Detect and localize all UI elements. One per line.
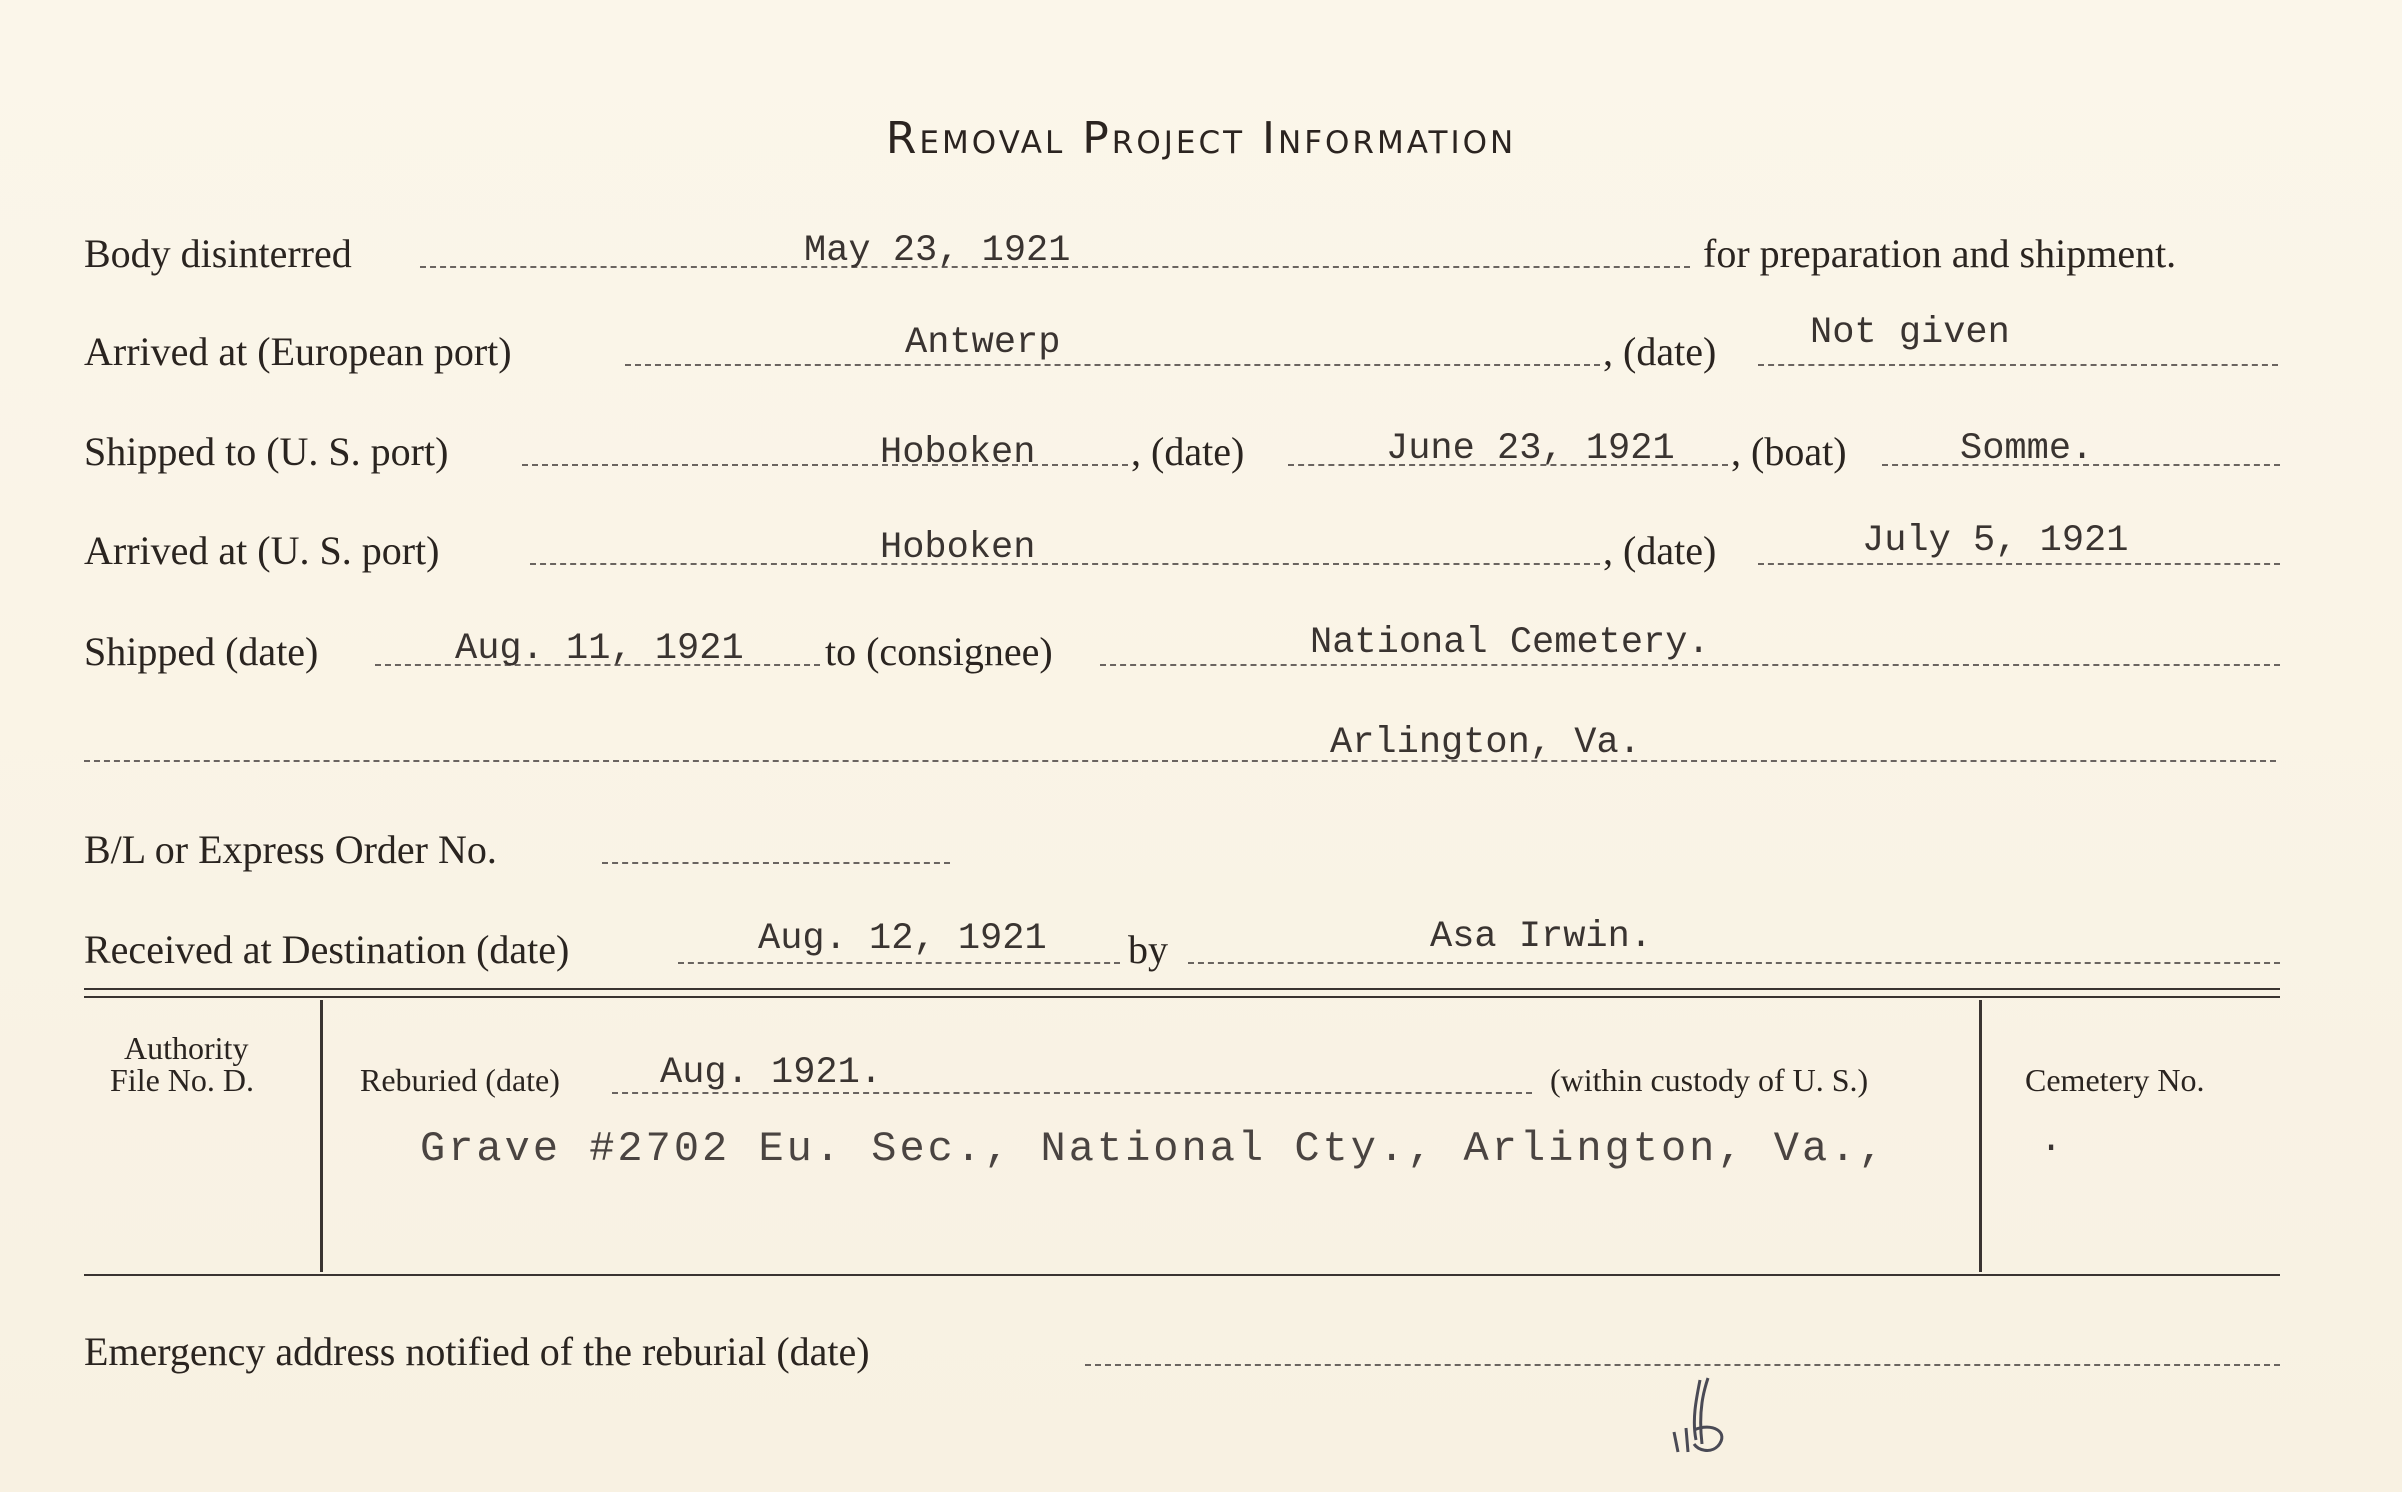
bl-line (602, 862, 950, 864)
shipped-us-boat-value: Somme. (1960, 428, 2094, 470)
shipped-us-line (522, 464, 1128, 466)
consignee-line-2 (84, 760, 2276, 762)
grave-value: Grave #2702 Eu. Sec., National Cty., Arlington, Va., (420, 1125, 1887, 1173)
received-by-label: by (1128, 927, 1168, 972)
cemetery-label: Cemetery No. (2025, 1062, 2205, 1098)
shipped-us-label: Shipped to (U. S. port) (84, 429, 449, 474)
shipped-date-value: Aug. 11, 1921 (455, 628, 744, 670)
consignee-line (1100, 664, 2280, 666)
european-date-line (1758, 364, 2278, 366)
authority-label: Authority (124, 1030, 249, 1066)
received-by-value: Asa Irwin. (1430, 916, 1653, 958)
disinterred-suffix: for preparation and shipment. (1703, 231, 2177, 276)
box-divider-left (320, 1000, 323, 1272)
bl-label: B/L or Express Order No. (84, 827, 497, 872)
arrived-us-label: Arrived at (U. S. port) (84, 528, 440, 573)
arrived-us-line (530, 563, 1600, 565)
shipped-us-date-label: , (date) (1131, 429, 1245, 474)
box-top-rule-2 (84, 996, 2280, 998)
european-port-value: Antwerp (905, 322, 1061, 364)
reburied-value: Aug. 1921. (660, 1052, 883, 1094)
cemetery-value: . (2040, 1120, 2063, 1162)
consignee-label: to (consignee) (825, 629, 1053, 674)
consignee-value: National Cemetery. (1310, 622, 1710, 664)
shipped-us-date-value: June 23, 1921 (1386, 428, 1675, 470)
received-line (678, 962, 1120, 964)
emergency-line (1085, 1364, 2280, 1366)
arrived-us-date-label: , (date) (1603, 528, 1717, 573)
consignee-value-2: Arlington, Va. (1330, 722, 1641, 764)
box-divider-right (1979, 1000, 1982, 1272)
european-port-label: Arrived at (European port) (84, 329, 512, 374)
shipped-date-label: Shipped (date) (84, 629, 319, 674)
arrived-us-date-line (1758, 563, 2280, 565)
disinterred-label: Body disinterred (84, 231, 352, 276)
handwritten-initials-icon (1668, 1370, 1738, 1460)
box-bottom-rule (84, 1274, 2280, 1276)
custody-label: (within custody of U. S.) (1550, 1062, 1869, 1098)
received-value: Aug. 12, 1921 (758, 918, 1047, 960)
reburied-label: Reburied (date) (360, 1062, 560, 1098)
european-date-label: , (date) (1603, 329, 1717, 374)
shipped-us-boat-label: , (boat) (1731, 429, 1847, 474)
authority-file-label: File No. D. (110, 1062, 254, 1098)
disinterred-value: May 23, 1921 (804, 230, 1071, 272)
card-title: Removal Project Information (885, 113, 1517, 164)
box-top-rule-1 (84, 988, 2280, 990)
european-port-line (625, 364, 1600, 366)
emergency-label: Emergency address notified of the reburial (date) (84, 1329, 870, 1374)
received-by-line (1188, 962, 2280, 964)
arrived-us-value: Hoboken (880, 527, 1036, 569)
shipped-us-value: Hoboken (880, 432, 1036, 474)
received-label: Received at Destination (date) (84, 927, 570, 972)
arrived-us-date-value: July 5, 1921 (1862, 520, 2129, 562)
european-date-value: Not given (1810, 312, 2010, 354)
